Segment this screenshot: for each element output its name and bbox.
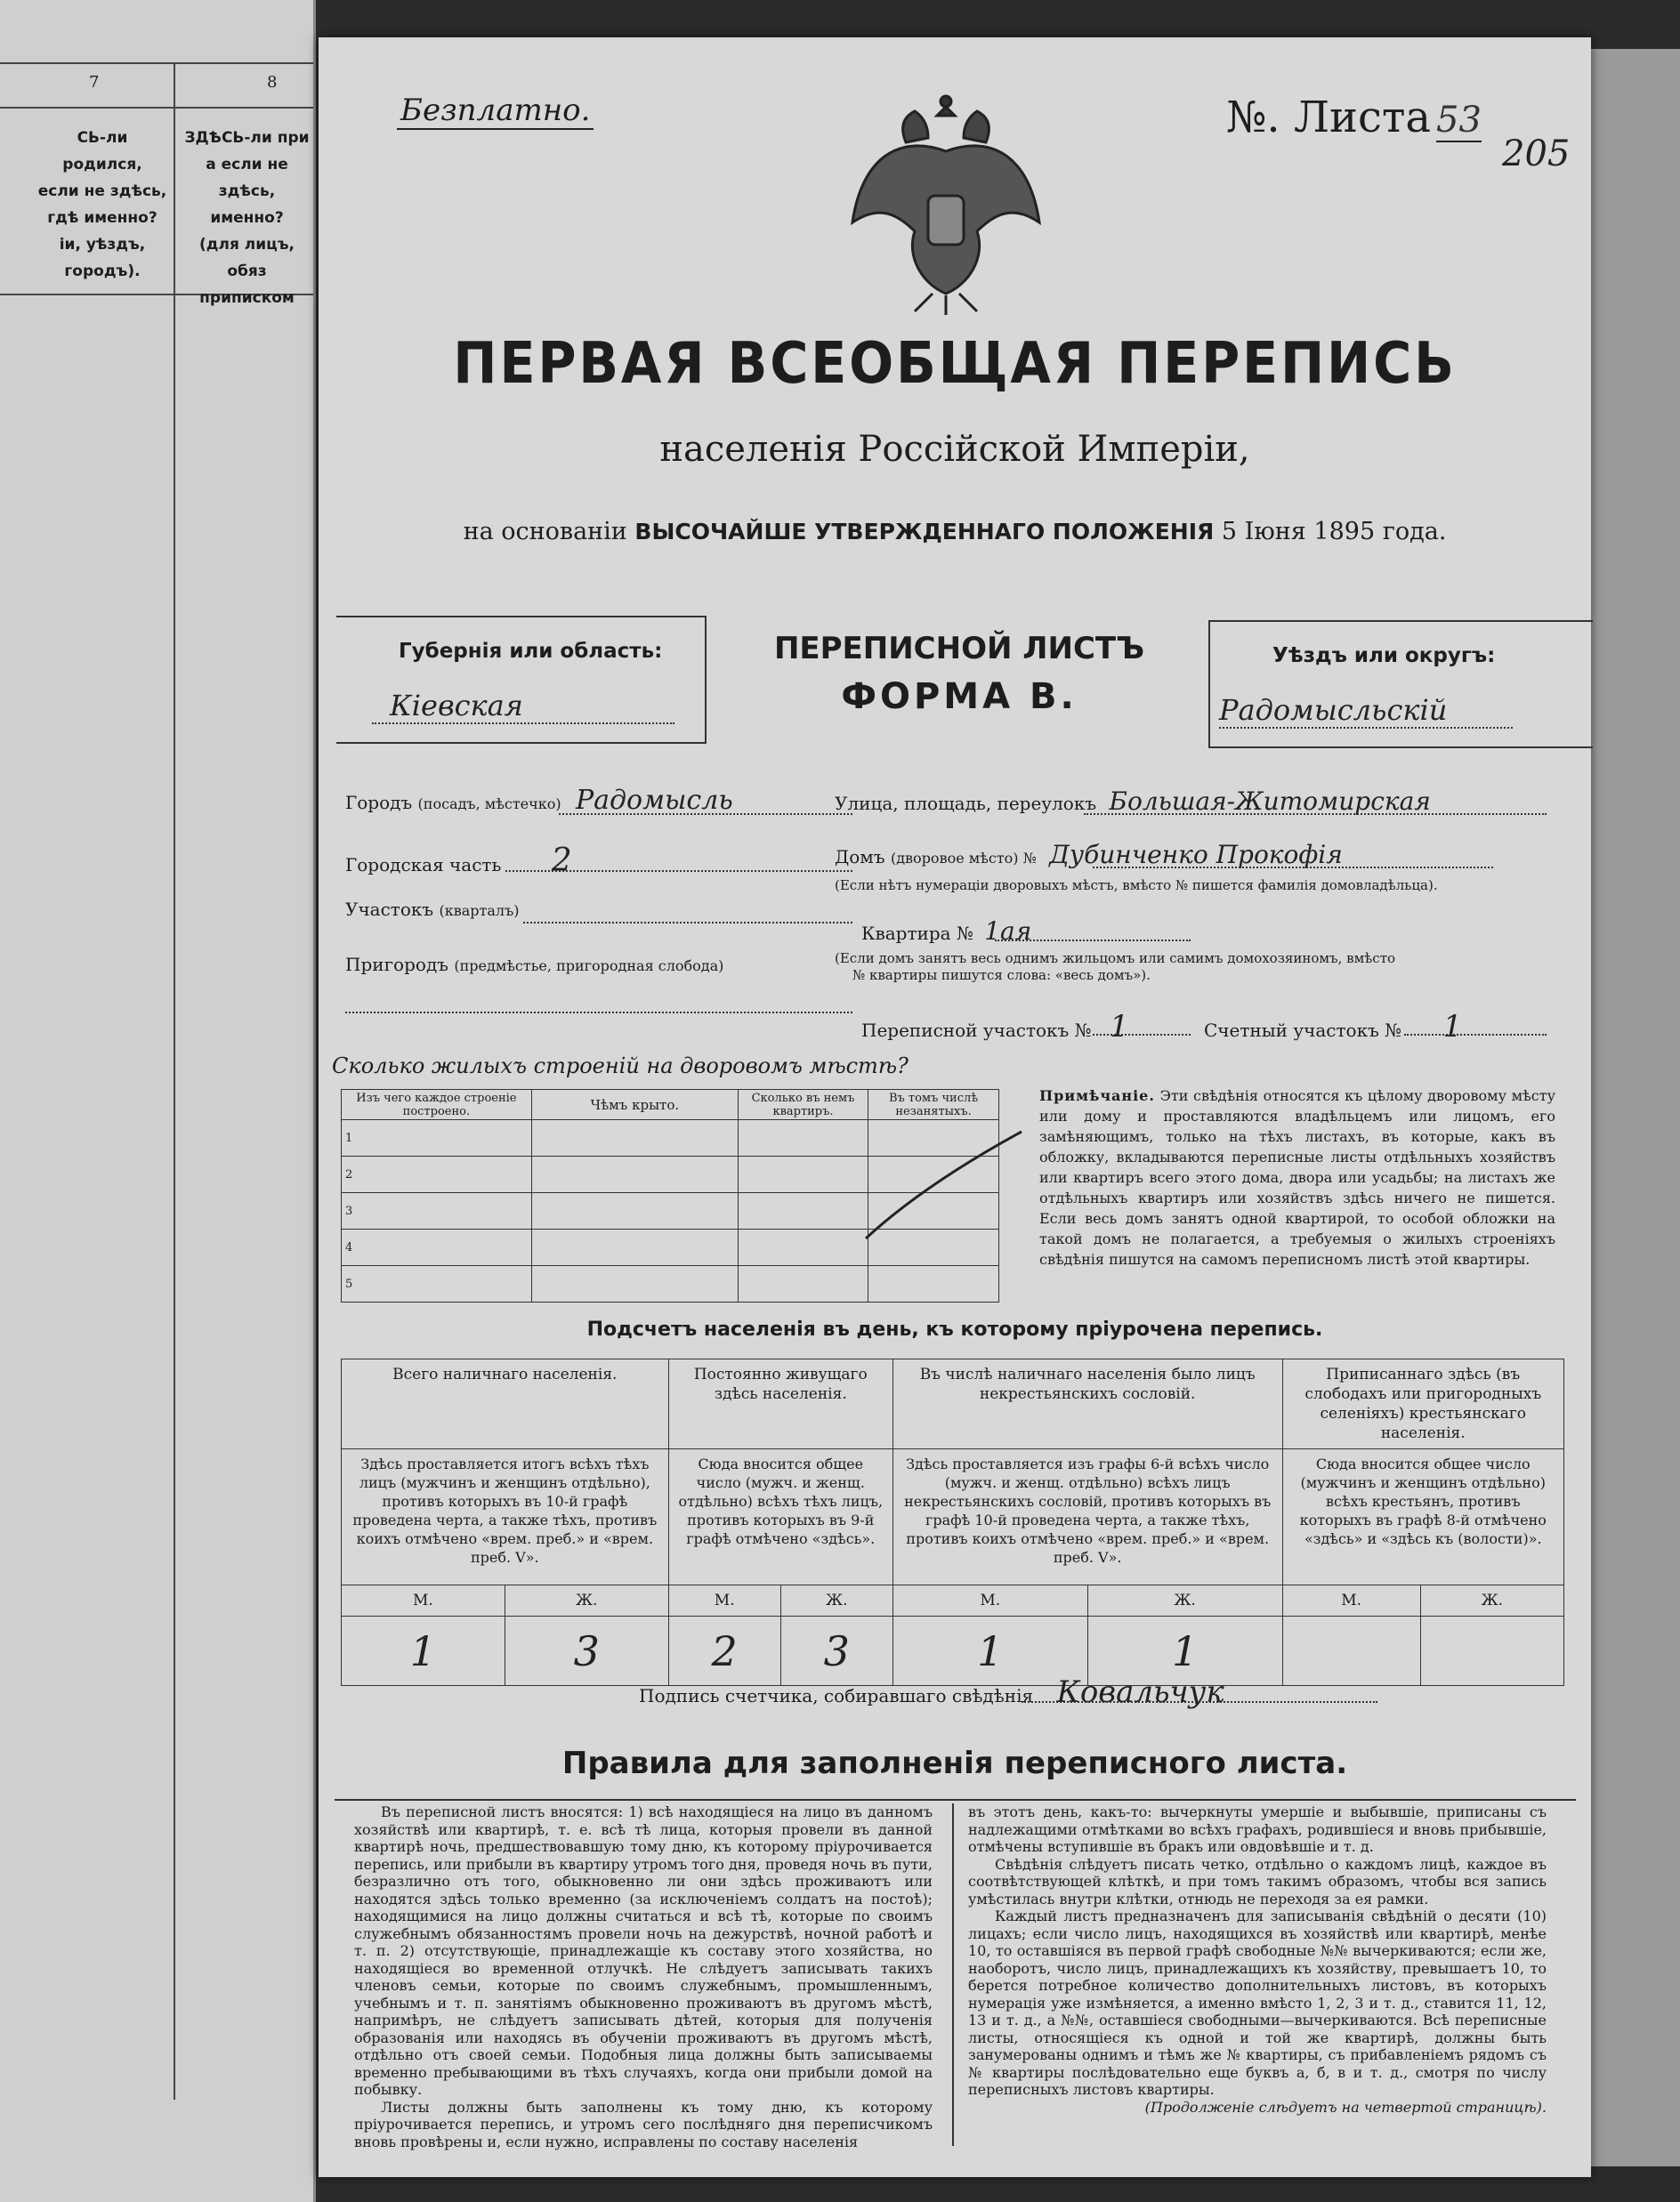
- structures-question: Сколько жилыхъ строеній на дворовомъ мѣстѣ?: [332, 1053, 909, 1078]
- province-line: [372, 722, 674, 724]
- sex-header: Ж.: [780, 1585, 892, 1617]
- previous-page-strip: [0, 0, 316, 2202]
- structure-cell[interactable]: [531, 1266, 738, 1303]
- census-precinct-value[interactable]: 1: [1109, 1009, 1129, 1045]
- structure-row-number: 1: [342, 1120, 532, 1157]
- sex-header: Ж.: [1420, 1585, 1563, 1617]
- structure-row-number: 4: [342, 1230, 532, 1266]
- pop-peasant-male[interactable]: [1282, 1617, 1420, 1686]
- pop-permanent-female[interactable]: 3: [780, 1617, 892, 1686]
- structure-cell[interactable]: [738, 1193, 868, 1230]
- census-precinct-row: Переписной участокъ № 1: [861, 1009, 1129, 1045]
- rules-title: Правила для заполненія переписного листа.: [561, 1746, 1348, 1781]
- city-part-row: Городская часть 2: [345, 843, 572, 879]
- structures-header-apartments: Сколько въ немъ квартиръ.: [738, 1090, 868, 1120]
- city-row: Городъ (посадъ, мѣстечко) Радомысль: [345, 785, 733, 816]
- pop-peasant-female[interactable]: [1420, 1617, 1563, 1686]
- house-line: [1093, 867, 1493, 868]
- structures-note: Примѣчаніе. Эти свѣдѣнія относятся къ цѣлому дворовому мѣсту или дому и проставляются владѣльцемъ или лицомъ, его замѣняющимъ, только на тѣхъ листахъ, въ которые, какъ въ обложку, вкладываются переписные листы отдѣльныхъ хозяйствъ или квартиръ всего этого дома, двора или усадьбы; на листахъ же отдѣльныхъ квартиръ или хозяйствъ здѣсь ничего не пишется. Если весь домъ занятъ одной квартирой, то особой обложки на такой домъ не полагается, а требуемыя о жилыхъ строеніяхъ свѣдѣнія пишутся на самомъ переписномъ листѣ этой квартиры.: [1039, 1087, 1556, 1268]
- suburb-line: [345, 1012, 852, 1013]
- sex-header: Ж.: [1087, 1585, 1282, 1617]
- signature-line: [1022, 1701, 1377, 1703]
- structure-cell[interactable]: [738, 1266, 868, 1303]
- sheet-handwritten-number: 205: [1502, 133, 1571, 174]
- street-line: [1084, 813, 1547, 815]
- column-divider: [174, 62, 175, 2100]
- district-box: [1208, 620, 1593, 748]
- structure-row-number: 3: [342, 1193, 532, 1230]
- structure-cell[interactable]: [738, 1120, 868, 1157]
- precinct-line: [523, 922, 852, 924]
- pop-col-peasant-desc: Сюда вносится общее число (мужчинъ и женщинъ отдѣльно) всѣхъ крестьянъ, противъ которыхъ въ графѣ 8-й отмѣчено «здѣсь» и «здѣсь къ (волости)».: [1282, 1449, 1564, 1585]
- pop-col-permanent-head: Постоянно живущаго здѣсь населенія.: [668, 1359, 892, 1449]
- pop-total-male[interactable]: 1: [342, 1617, 505, 1686]
- structure-cell[interactable]: [738, 1230, 868, 1266]
- street-value[interactable]: Большая-Житомирская: [1109, 786, 1431, 816]
- structure-row-number: 5: [342, 1266, 532, 1303]
- apartment-value[interactable]: 1ая: [984, 916, 1032, 946]
- column-7-number: 7: [89, 73, 100, 92]
- apartment-note: (Если домъ занятъ весь однимъ жильцомъ или самимъ домохозяиномъ, вмѣсто № квартиры пишутся слова: «весь домъ»).: [835, 950, 1396, 983]
- rules-left-column: Въ переписной листъ вносятся: 1) всѣ находящіеся на лицо въ данномъ хозяйствѣ или квартирѣ, т. е. всѣ тѣ лица, которыя провели въ данной квартирѣ ночь, предшествовавшую тому дню, къ которому пріурочивается перепись, или прибыли въ квартиру утромъ того дня, проведя ночь въ пути, безразлично отъ того, обыкновенно ли они здѣсь проживаютъ или находятся здѣсь только временно (за исключеніемъ солдатъ на постоѣ); находящимися на лицо должны считаться и всѣ тѣ, которые по своимъ служебнымъ обязанностямъ провели ночь на дежурствѣ, ночной работѣ и т. п. 2) отсутствующіе, принадлежащіе къ составу этого хозяйства, но находящіеся во временной отлучкѣ. Не слѣдуетъ записывать такихъ членовъ семьи, которые по своимъ служебнымъ, промышленнымъ, учебнымъ и т. п. занятіямъ обыкновенно проживаютъ въ другомъ мѣстѣ, напримѣръ, не слѣдуетъ записывать дѣтей, которыя для полученія образованія или находясь въ обученіи проживаютъ въ другомъ мѣстѣ, отдѣльно отъ своей семьи. Подобныя лица должны быть записываемы временно пребывающими въ тѣхъ случаяхъ, когда они прибыли домой на побывку. Листы должны быть заполнены къ тому дню, къ которому пріурочивается перепись, и утромъ сего послѣдняго дня переписчикомъ вновь провѣрены и, если нужно, исправлены по составу населенія: [354, 1803, 933, 2150]
- next-page-edge: [1591, 49, 1680, 2166]
- structure-cell[interactable]: [531, 1120, 738, 1157]
- counting-precinct-line: [1404, 1034, 1547, 1036]
- district-line: [1219, 727, 1513, 729]
- pop-col-nonpeasant-desc: Здѣсь проставляется изъ графы 6-й всѣхъ число (мужч. и женщ. отдѣльно) всѣхъ лицъ некрестьянскихъ сословій, противъ которыхъ въ графѣ 10-й проведена черта, а также тѣхъ, противъ коихъ отмѣчено «врем. преб.» и «врем. преб. V».: [892, 1449, 1282, 1585]
- city-value[interactable]: Радомысль: [575, 785, 733, 816]
- structure-cell[interactable]: [531, 1157, 738, 1193]
- province-label: Губернія или область:: [399, 640, 663, 663]
- pop-col-permanent-desc: Сюда вносится общее число (мужч. и женщ. отдѣльно) всѣхъ тѣхъ лицъ, противъ которыхъ въ 9-й графѣ отмѣчено «здѣсь».: [668, 1449, 892, 1585]
- structure-cell[interactable]: [531, 1193, 738, 1230]
- precinct-row: Участокъ (кварталъ): [345, 899, 520, 920]
- house-note: (Если нѣтъ нумераціи дворовыхъ мѣстъ, вмѣсто № пишется фамилія домовладѣльца).: [835, 877, 1438, 893]
- city-line: [559, 813, 852, 815]
- rules-right-column: въ этотъ день, какъ-то: вычеркнуты умершіе и выбывшіе, приписаны съ надлежащими отмѣтками во всѣхъ графахъ, родившіеся и вновь прибывшіе, отмѣчены вступившіе въ бракъ или овдовѣвшіе и т. д. Свѣдѣнія слѣдуетъ писать четко, отдѣльно о каждомъ лицѣ, каждое въ соотвѣтствующей клѣткѣ, и при томъ такимъ образомъ, чтобы вся запись умѣстилась внутри клѣтки, отнюдь не переходя за ея рамки. Каждый листъ предназначенъ для записыванія свѣдѣній о десяти (10) лицахъ; если число лицъ, находящихся въ хозяйствѣ или квартирѣ, менѣе 10, то оставшіяся въ первой графѣ свободные №№ вычеркиваются; если же, наоборотъ, число лицъ, принадлежащихъ къ хозяйству, превышаетъ 10, то берется потребное количество дополнительныхъ листовъ, въ которыхъ нумерація уже измѣняется, а именно вмѣсто 1, 2, 3 и т. д., ставится 11, 12, 13 и т. д., а №№, оставшіеся свободными—вычеркиваются. Всѣ переписные листы, относящіеся къ одной и той же квартирѣ, должны быть занумерованы однимъ и тѣмъ же № квартиры, съ прибавленіемъ рядомъ съ № квартиры послѣдовательно еще буквъ а, б, в и т. д., смотря по числу переписныхъ листовъ квартиры. (Продолженіе слѣдуетъ на четвертой страницѣ).: [968, 1803, 1547, 2116]
- sex-header: М.: [668, 1585, 780, 1617]
- structure-cell[interactable]: [531, 1230, 738, 1266]
- apartment-line: [995, 940, 1191, 941]
- census-form-page: [319, 37, 1591, 2177]
- district-label: Уѣздъ или округъ:: [1272, 644, 1496, 667]
- pop-col-peasant-head: Приписаннаго здѣсь (въ слободахъ или пригородныхъ селеніяхъ) крестьянскаго населенія.: [1282, 1359, 1564, 1449]
- counting-precinct-value[interactable]: 1: [1442, 1009, 1463, 1045]
- pop-total-female[interactable]: 3: [505, 1617, 668, 1686]
- population-title: Подсчетъ населенія въ день, къ которому пріурочена перепись.: [586, 1319, 1323, 1341]
- sheet-number-value: 53: [1436, 100, 1482, 141]
- cross-out-stroke: [852, 1123, 1030, 1247]
- sheet-number-label: №. Листа: [1226, 93, 1432, 142]
- form-title: ПЕРЕПИСНОЙ ЛИСТЪ ФОРМА В.: [773, 631, 1145, 717]
- population-table: [341, 1359, 1564, 1686]
- sex-header: М.: [1282, 1585, 1420, 1617]
- column-7-header: СЬ-ли родился, если не здѣсь, гдѣ именно? іи, уѣздъ, городъ).: [37, 129, 167, 280]
- sex-header: М.: [342, 1585, 505, 1617]
- structures-header-material: Изъ чего каждое строеніе построено.: [342, 1090, 532, 1120]
- signature-row: Подпись счетчика, собиравшаго свѣдѣнія Ковальчук: [639, 1674, 1224, 1710]
- pop-nonpeasant-female[interactable]: 1: [1087, 1617, 1282, 1686]
- pop-permanent-male[interactable]: 2: [668, 1617, 780, 1686]
- imperial-eagle-icon: [844, 89, 1048, 320]
- strip-head-rule: [0, 107, 313, 109]
- strip-top-rule: [0, 62, 313, 64]
- province-value[interactable]: Кіевская: [390, 689, 523, 722]
- column-8-number: 8: [267, 73, 278, 92]
- house-value[interactable]: Дубинченко Прокофія: [1049, 840, 1343, 869]
- pop-nonpeasant-male[interactable]: 1: [892, 1617, 1087, 1686]
- sex-header: Ж.: [505, 1585, 668, 1617]
- pop-col-total-head: Всего наличнаго населенія.: [342, 1359, 669, 1449]
- suburb-row: Пригородъ (предмѣстье, пригородная слобода): [345, 954, 724, 975]
- sheet-number: [1226, 93, 1482, 142]
- apartment-row: Квартира № 1ая: [861, 916, 1032, 946]
- province-box: [336, 616, 707, 744]
- census-precinct-line: [1093, 1034, 1191, 1036]
- counting-precinct-row: Счетный участокъ № 1: [1204, 1009, 1463, 1045]
- census-subtitle: населенія Россійской Имперіи,: [659, 429, 1250, 470]
- rules-top-rule: [335, 1799, 1576, 1801]
- city-part-line: [505, 870, 852, 872]
- structures-header-roof: Чѣмъ крыто.: [531, 1090, 738, 1120]
- rules-column-divider: [952, 1803, 954, 2146]
- legal-basis: на основаніи ВЫСОЧАЙШЕ УТВЕРЖДЕННАГО ПОЛОЖЕНІЯ 5 Іюня 1895 года.: [463, 518, 1447, 545]
- enumerator-signature[interactable]: Ковальчук: [1056, 1674, 1224, 1710]
- district-value[interactable]: Радомысльскій: [1219, 693, 1448, 727]
- column-8-header: ЗДѢСЬ-ли при а если не здѣсь, именно? (для лицъ, обяз приписком: [184, 129, 310, 307]
- census-title: ПЕРВАЯ ВСЕОБЩАЯ ПЕРЕПИСЬ: [453, 331, 1457, 397]
- structure-row-number: 2: [342, 1157, 532, 1193]
- structure-cell[interactable]: [738, 1157, 868, 1193]
- street-row: Улица, площадь, переулокъ Большая-Житомирская: [835, 786, 1431, 816]
- free-of-charge-label: Безплатно.: [397, 93, 594, 130]
- structure-cell[interactable]: [868, 1266, 999, 1303]
- city-part-value[interactable]: 2: [551, 843, 572, 879]
- house-row: Домъ (дворовое мѣсто) № Дубинченко Прокофія: [835, 840, 1343, 869]
- sex-header: М.: [892, 1585, 1087, 1617]
- structures-header-vacant: Въ томъ числѣ незанятыхъ.: [868, 1090, 999, 1120]
- pop-col-total-desc: Здѣсь проставляется итогъ всѣхъ тѣхъ лицъ (мужчинъ и женщинъ отдѣльно), противъ которыхъ въ 10-й графѣ проведена черта, а также тѣхъ, противъ коихъ отмѣчено «врем. преб.» и «врем. преб. V».: [342, 1449, 669, 1585]
- pop-col-nonpeasant-head: Въ числѣ наличнаго населенія было лицъ некрестьянскихъ сословій.: [892, 1359, 1282, 1449]
